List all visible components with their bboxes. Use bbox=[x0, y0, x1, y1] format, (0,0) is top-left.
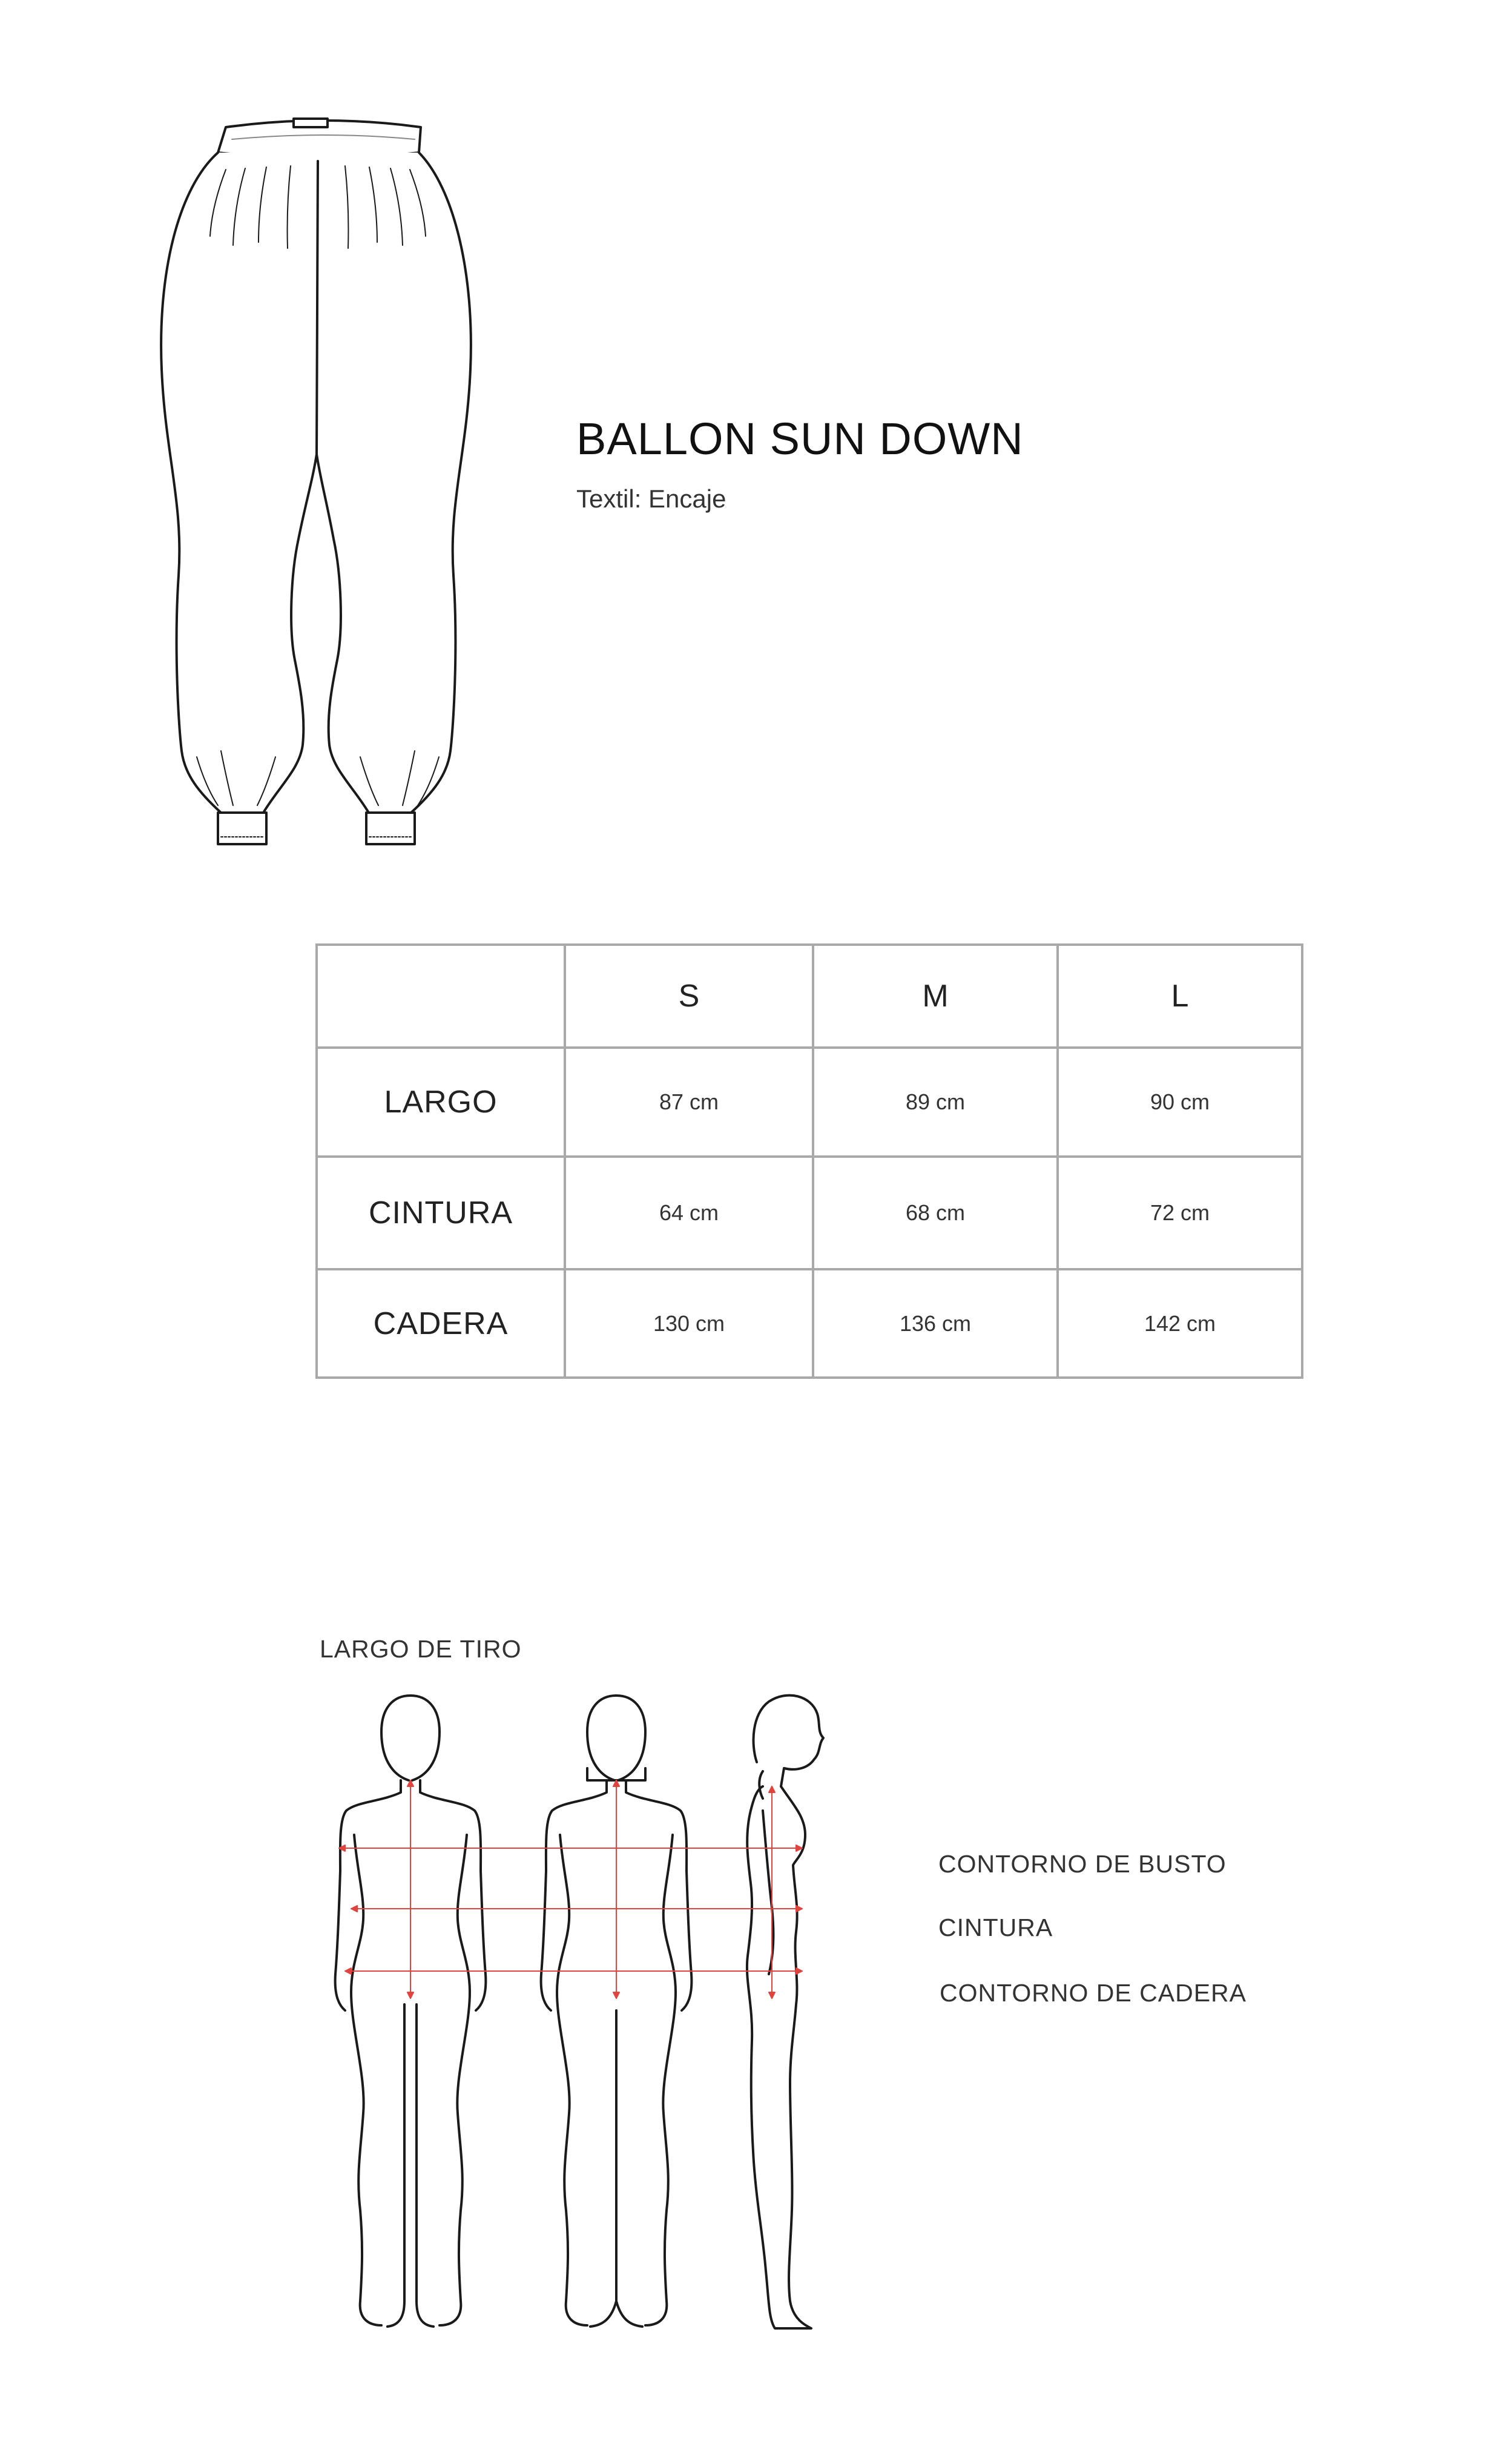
product-textile: Textil: Encaje bbox=[576, 484, 726, 513]
table-cell: 72 cm bbox=[1058, 1157, 1302, 1269]
table-cell: 64 cm bbox=[565, 1157, 813, 1269]
size-header-empty bbox=[317, 945, 565, 1048]
crotch-length-label: LARGO DE TIRO bbox=[320, 1635, 522, 1663]
table-cell: 87 cm bbox=[565, 1048, 813, 1157]
row-label-largo: LARGO bbox=[317, 1048, 565, 1157]
table-row bbox=[317, 1269, 1302, 1378]
size-header-s: S bbox=[565, 945, 813, 1048]
size-header-m: M bbox=[813, 945, 1058, 1048]
measurement-lines bbox=[339, 1780, 802, 1998]
table-cell: 89 cm bbox=[813, 1048, 1058, 1157]
table-row bbox=[317, 1048, 1302, 1157]
hip-label: CONTORNO DE CADERA bbox=[940, 1979, 1247, 2007]
size-chart-table bbox=[315, 943, 1303, 1379]
row-label-cadera: CADERA bbox=[317, 1269, 565, 1378]
row-label-cintura: CINTURA bbox=[317, 1157, 565, 1269]
waist-label: CINTURA bbox=[938, 1914, 1053, 1941]
size-header-row bbox=[317, 945, 1302, 1048]
body-side-figure bbox=[747, 1696, 823, 2328]
pants-technical-drawing bbox=[154, 115, 493, 872]
table-cell: 142 cm bbox=[1058, 1269, 1302, 1378]
bust-label: CONTORNO DE BUSTO bbox=[938, 1850, 1227, 1878]
table-cell: 136 cm bbox=[813, 1269, 1058, 1378]
body-measurement-figures bbox=[321, 1689, 926, 2362]
product-title: BALLON SUN DOWN bbox=[576, 414, 1024, 464]
table-cell: 130 cm bbox=[565, 1269, 813, 1378]
table-cell: 90 cm bbox=[1058, 1048, 1302, 1157]
size-header-l: L bbox=[1058, 945, 1302, 1048]
table-row bbox=[317, 1157, 1302, 1269]
table-cell: 68 cm bbox=[813, 1157, 1058, 1269]
